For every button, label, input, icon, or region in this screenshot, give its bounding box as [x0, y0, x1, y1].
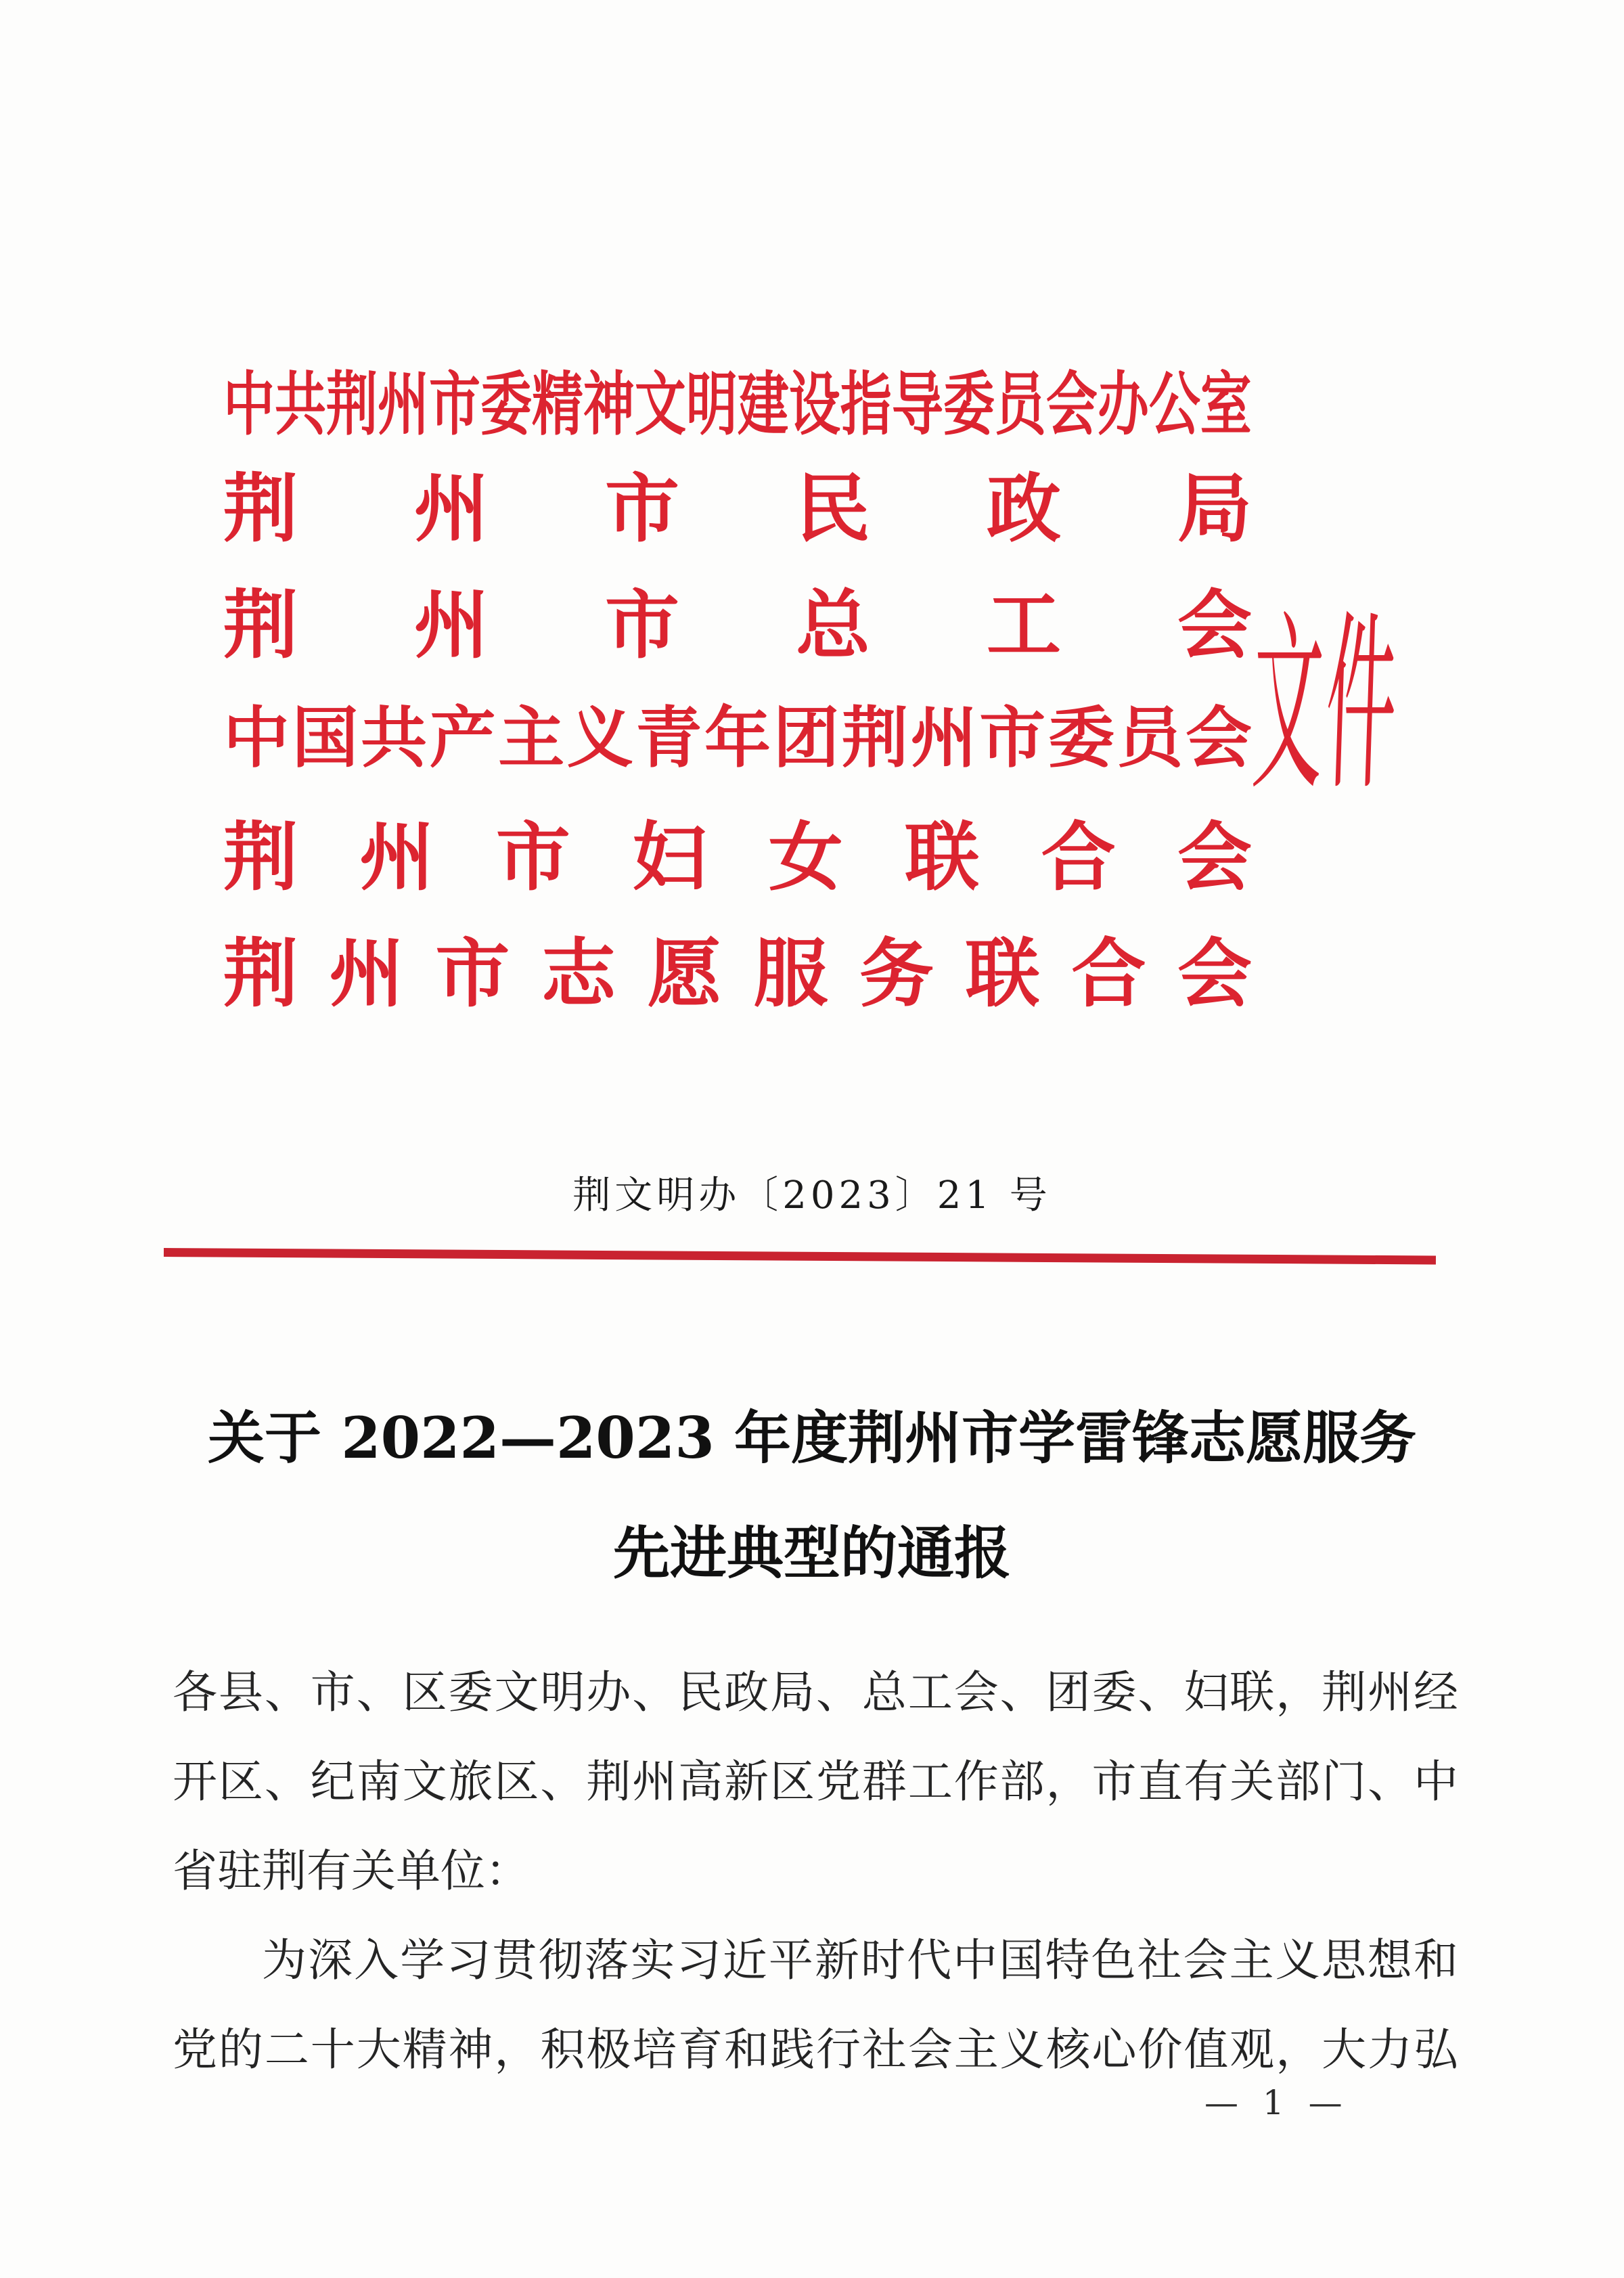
red-separator-line: [164, 1248, 1436, 1264]
body-line-recipients-2: 开区、纪南文旅区、荆州高新区党群工作部，市直有关部门、中: [173, 1756, 1458, 1808]
document-title-line-1: 关于 2022—2023 年度荆州市学雷锋志愿服务: [207, 1404, 1417, 1471]
letterhead-line-womens-federation: 荆州市妇女联合会: [223, 814, 1252, 901]
body-line-recipients-3: 省驻荆有关单位：: [173, 1845, 530, 1897]
letterhead-line-volunteer-service-federation: 荆州市志愿服务联合会: [223, 931, 1252, 1017]
document-reference-number: 荆文明办〔2023〕21 号: [572, 1174, 1052, 1218]
letterhead-line-civil-affairs-bureau: 荆州市民政局: [223, 466, 1252, 552]
letterhead-line-civilization-office: 中共荆州市委精神文明建设指导委员会办公室: [223, 365, 1252, 445]
letterhead-line-federation-of-trade-unions: 荆州市总工会: [223, 582, 1252, 669]
document-mark-wenjian: 文件: [1249, 592, 1403, 818]
body-line-paragraph-2: 党的二十大精神，积极培育和践行社会主义核心价值观，大力弘: [173, 2024, 1458, 2076]
body-line-recipients-1: 各县、市、区委文明办、民政局、总工会、团委、妇联，荆州经: [173, 1666, 1458, 1718]
document-body: [173, 1648, 1458, 2095]
document-title: [0, 1381, 1624, 1611]
page-number: — 1 —: [1204, 2083, 1349, 2122]
document-title-line-2: 先进典型的通报: [612, 1519, 1011, 1586]
letterhead-line-communist-youth-league: 中国共产主义青年团荆州市委员会: [223, 700, 1252, 777]
body-line-paragraph-1: 为深入学习贯彻落实习近平新时代中国特色社会主义思想和: [262, 1934, 1458, 1986]
